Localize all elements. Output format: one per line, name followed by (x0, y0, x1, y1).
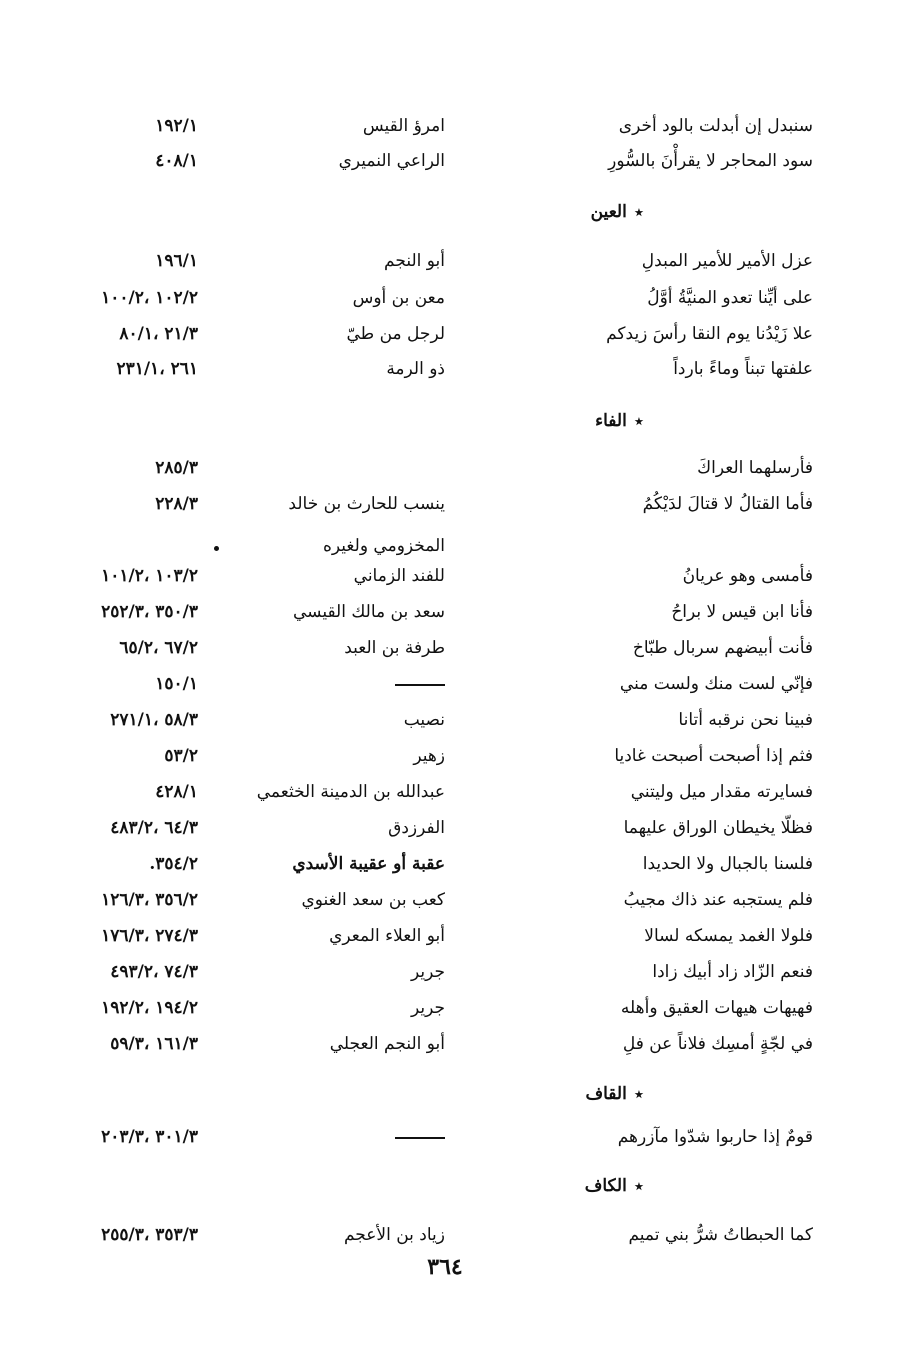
index-entry (0, 246, 913, 280)
asterisk-icon: ٭ (634, 412, 643, 430)
asterisk-icon: ٭ (634, 203, 643, 221)
verse-text: فلسنا بالجبال ولا الحديدا (642, 854, 813, 874)
page-reference: ٣٠١/٣ ،٢٠٣/٣ (101, 1127, 198, 1147)
poet-name: كعب بن سعد الغنوي (301, 890, 445, 910)
verse-text: سود المحاجر لا يقرأْنَ بالسُّورِ (608, 151, 813, 171)
page-reference: ٣٥٤/٢. (149, 854, 198, 874)
verse-text: في لجّةٍ أمسِك فلاناً عن فلِ (622, 1034, 813, 1054)
page-reference: ٢٢٨/٣ (155, 494, 198, 514)
page-reference: ١٥٠/١ (155, 674, 198, 694)
page-reference: ١٩٤/٢ ،١٩٢/٢ (101, 998, 198, 1018)
verse-text: فإنّي لست منك ولست مني (619, 674, 813, 694)
verse-text: فأما القتالُ لا قتالَ لدَيْكُمُ (642, 494, 813, 514)
section-heading-fa (595, 406, 643, 436)
section-heading-kaf (585, 1171, 643, 1201)
page-reference: ٥٣/٢ (164, 746, 198, 766)
section-heading-qaf (586, 1079, 644, 1109)
verse-text: فبينا نحن نرقبه أتانا (678, 710, 813, 730)
verse-text: فأنا ابن قيس لا براحُ (671, 602, 813, 622)
index-entry (0, 705, 913, 739)
index-entry (0, 1029, 913, 1063)
page-reference: ١٦١/٣ ،٥٩/٣ (110, 1034, 198, 1054)
section-title: القاف (585, 1084, 627, 1104)
page-reference: ١٩٦/١ (155, 251, 198, 271)
index-entry (0, 453, 913, 487)
page-reference: ٦٤/٣ ،٤٨٣/٢ (110, 818, 198, 838)
stray-dot (214, 546, 219, 551)
index-entry-continuation (0, 531, 913, 565)
page-reference: ٣٥٠/٣ ،٢٥٢/٣ (101, 602, 198, 622)
poet-name: عقبة أو عقيبة الأسدي (292, 854, 445, 874)
index-entry (0, 283, 913, 317)
index-entry (0, 146, 913, 180)
poet-name: جرير (411, 962, 445, 982)
verse-text: سنبدل إن أبدلت بالود أخرى (618, 116, 813, 136)
verse-text: فسايرته مقدار ميل وليتني (630, 782, 813, 802)
section-title: العين (590, 202, 627, 222)
page-reference: ١٠٢/٢ ،١٠٠/٢ (101, 288, 198, 308)
index-entry (0, 111, 913, 145)
index-entry (0, 813, 913, 847)
index-entry (0, 957, 913, 991)
section-title: الكاف (584, 1176, 627, 1196)
index-entry (0, 354, 913, 388)
index-entry (0, 319, 913, 353)
index-entry (0, 885, 913, 919)
poet-name: لرجل من طيّ (346, 324, 445, 344)
index-entry (0, 633, 913, 667)
page-reference: ٧٤/٣ ،٤٩٣/٢ (110, 962, 198, 982)
page-reference: ٤٠٨/١ (155, 151, 198, 171)
verse-text: فلم يستجبه عند ذاك مجيبُ (623, 890, 813, 910)
page-reference: ٢٧٤/٣ ،١٧٦/٣ (101, 926, 198, 946)
page-reference: ٣٥٦/٢ ،١٢٦/٣ (101, 890, 198, 910)
page-reference: ٢٦١ ،٢٣١/١ (116, 359, 198, 379)
section-title: الفاء (595, 411, 627, 431)
unknown-poet-dash (395, 1137, 445, 1139)
poet-name: الراعي النميري (338, 151, 445, 171)
poet-name: للفند الزماني (353, 566, 445, 586)
verse-text: كما الحبطاتُ شرُّ بني تميم (628, 1225, 813, 1245)
poet-name: زهير (413, 746, 445, 766)
poet-name: امرؤ القيس (362, 116, 445, 136)
page-reference: ٢٨٥/٣ (155, 458, 198, 478)
asterisk-icon: ٭ (634, 1177, 643, 1195)
index-entry (0, 777, 913, 811)
page-number: ٣٦٤ (427, 1254, 463, 1280)
verse-text: فأرسلهما العراكَ (697, 458, 813, 478)
verse-text: فظلّا يخيطان الوراق عليهما (623, 818, 813, 838)
index-entry (0, 669, 913, 703)
index-entry (0, 561, 913, 595)
page-reference: ١٩٢/١ (155, 116, 198, 136)
index-entry (0, 849, 913, 883)
page-reference: ٥٨/٣ ،٢٧١/١ (110, 710, 198, 730)
unknown-poet-dash (395, 684, 445, 686)
poet-name: المخزومي ولغيره (323, 536, 445, 556)
verse-text: فثم إذا أصبحت أصبحت غاديا (614, 746, 813, 766)
index-entry (0, 489, 913, 523)
poet-name: ذو الرمة (386, 359, 445, 379)
index-entry (0, 993, 913, 1027)
verse-text: فأمسى وهو عريانُ (682, 566, 813, 586)
verse-text: فلولا الغمد يمسكه لسالا (644, 926, 813, 946)
poet-name: ينسب للحارث بن خالد (288, 494, 445, 514)
index-entry (0, 1122, 913, 1156)
page-reference: ١٠٣/٢ ،١٠١/٢ (101, 566, 198, 586)
index-entry (0, 741, 913, 775)
section-heading-ain (591, 197, 643, 227)
poet-name: الفرزدق (388, 818, 445, 838)
index-entry (0, 597, 913, 631)
poet-name: عبدالله بن الدمينة الخثعمي (256, 782, 445, 802)
index-entry (0, 921, 913, 955)
page-reference: ٢١/٣ ،٨٠/١ (119, 324, 198, 344)
poet-name: أبو العلاء المعري (329, 926, 445, 946)
page-reference: ٤٢٨/١ (155, 782, 198, 802)
poet-name: أبو النجم (384, 251, 445, 271)
poet-name: سعد بن مالك القيسي (292, 602, 445, 622)
index-entry (0, 1220, 913, 1254)
verse-text: عزل الأمير للأمير المبدلِ (641, 251, 813, 271)
poet-name: أبو النجم العجلي (329, 1034, 445, 1054)
verse-text: فأنت أبيضهم سربال طبّاخ (632, 638, 813, 658)
poet-name: معن بن أوس (352, 288, 445, 308)
verse-text: علفتها تبناً وماءً بارداً (673, 359, 813, 379)
poet-name: زياد بن الأعجم (343, 1225, 445, 1245)
verse-text: فهيهات هيهات العقيق وأهله (620, 998, 813, 1018)
poet-name: نصيب (403, 710, 445, 730)
verse-text: علا زَيْدُنا يوم النقا رأسَ زيدكم (606, 324, 813, 344)
verse-text: قومٌ إذا حاربوا شدّوا مآزرهم (617, 1127, 813, 1147)
page-reference: ٦٧/٢ ،٦٥/٢ (119, 638, 198, 658)
page-reference: ٣٥٣/٣ ،٢٥٥/٣ (101, 1225, 198, 1245)
poet-name: طرفة بن العبد (344, 638, 445, 658)
poet-name: جرير (411, 998, 445, 1018)
verse-text: فنعم الزّاد زاد أبيك زادا (652, 962, 813, 982)
verse-text: على أيِّنا تعدو المنيَّةُ أوَّلُ (647, 288, 813, 308)
asterisk-icon: ٭ (634, 1085, 643, 1103)
